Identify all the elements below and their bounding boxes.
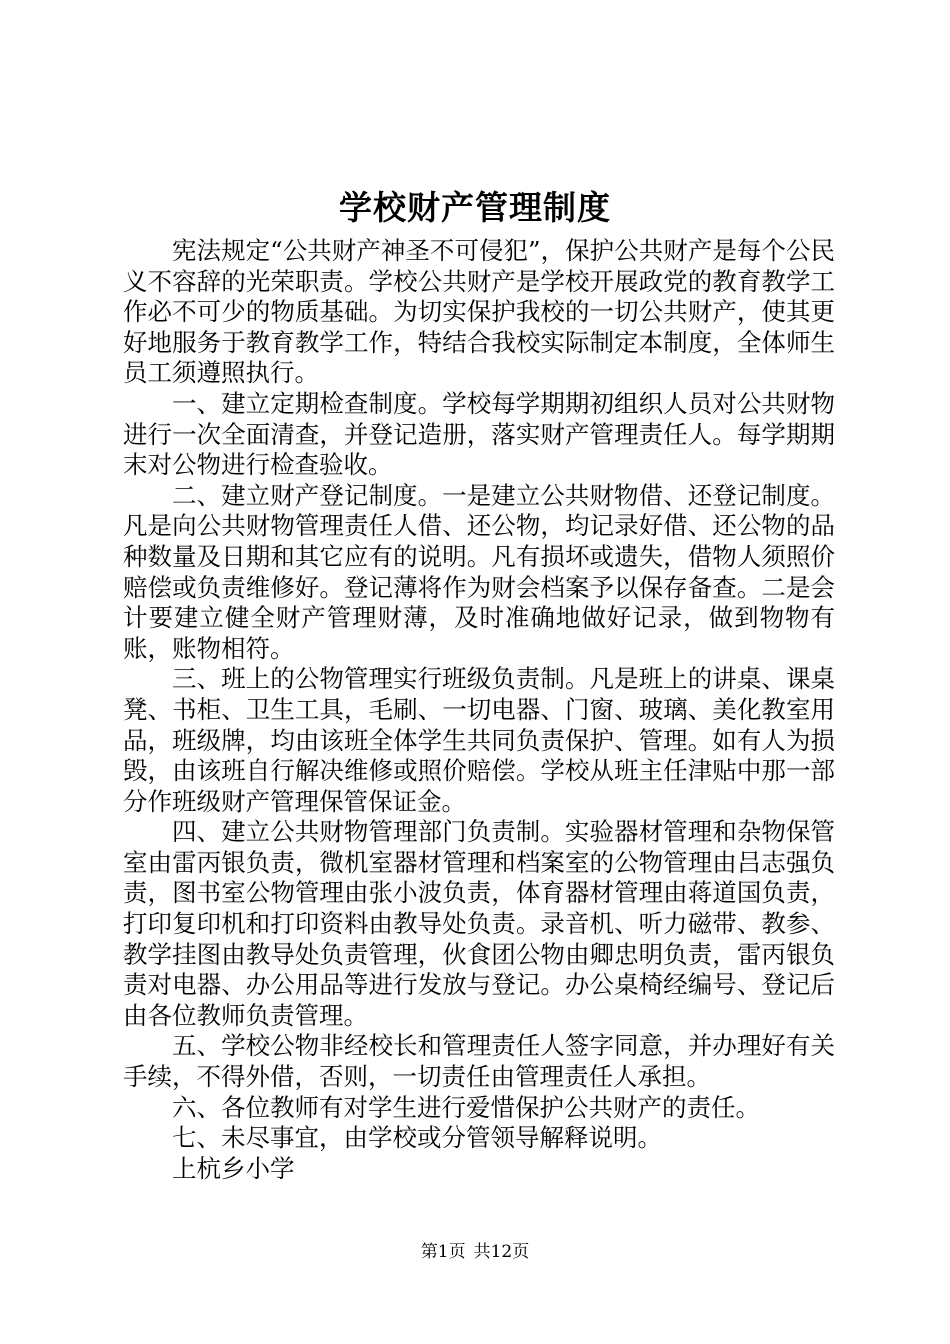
paragraph-item-6: 六、各位教师有对学生进行爱惜保护公共财产的责任。 <box>172 1092 760 1122</box>
paragraph-item-1: 一、建立定期检查制度。学校每学期期初组织人员对公共财物进行一次全面清查，并登记造册，落实财产管理责任人。每学期期末对公物进行检查验收。 <box>123 388 835 480</box>
signature-line: 上杭乡小学 <box>172 1153 295 1183</box>
paragraph-item-4: 四、建立公共财物管理部门负责制。实验器材管理和杂物保管室由雷丙银负责，微机室器材管理和档案室的公物管理由吕志强负责，图书室公物管理由张小波负责，体育器材管理由蒋道国负责，打印复印机和打印资料由教导处负责。录音机、听力磁带、教参、教学挂图由教导处负责管理，伙食团公物由卿忠明负责，雷丙银负责对电器、办公用品等进行发放与登记。办公桌椅经编号、登记后由各位教师负责管理。 <box>123 817 835 1030</box>
paragraph-item-3: 三、班上的公物管理实行班级负责制。凡是班上的讲桌、课桌凳、书柜、卫生工具，毛刷、一切电器、门窗、玻璃、美化教室用品，班级牌，均由该班全体学生共同负责保护、管理。如有人为损毁，由该班自行解决维修或照价赔偿。学校从班主任津贴中那一部分作班级财产管理保管保证金。 <box>123 664 835 816</box>
paragraph-item-5: 五、学校公物非经校长和管理责任人签字同意，并办理好有关手续，不得外借，否则，一切责任由管理责任人承担。 <box>123 1031 835 1092</box>
paragraph-item-7: 七、未尽事宜，由学校或分管领导解释说明。 <box>172 1123 662 1153</box>
paragraph-intro: 宪法规定“公共财产神圣不可侵犯”，保护公共财产是每个公民义不容辞的光荣职责。学校公共财产是学校开展政党的教育教学工作必不可少的物质基础。为切实保护我校的一切公共财产，使其更好地服务于教育教学工作，特结合我校实际制定本制度，全体师生员工须遵照执行。 <box>123 236 835 388</box>
page-footer <box>0 1240 950 1264</box>
document-body <box>123 236 835 1184</box>
page-total: 共12页 <box>473 1242 530 1262</box>
page-number: 第1页 <box>420 1242 466 1262</box>
paragraph-item-2: 二、建立财产登记制度。一是建立公共财物借、还登记制度。凡是向公共财物管理责任人借、还公物，均记录好借、还公物的品种数量及日期和其它应有的说明。凡有损坏或遗失，借物人须照价赔偿或负责维修好。登记薄将作为财会档案予以保存备查。二是会计要建立健全财产管理财薄，及时准确地做好记录，做到物物有账，账物相符。 <box>123 480 835 663</box>
document-title: 学校财产管理制度 <box>339 188 611 227</box>
